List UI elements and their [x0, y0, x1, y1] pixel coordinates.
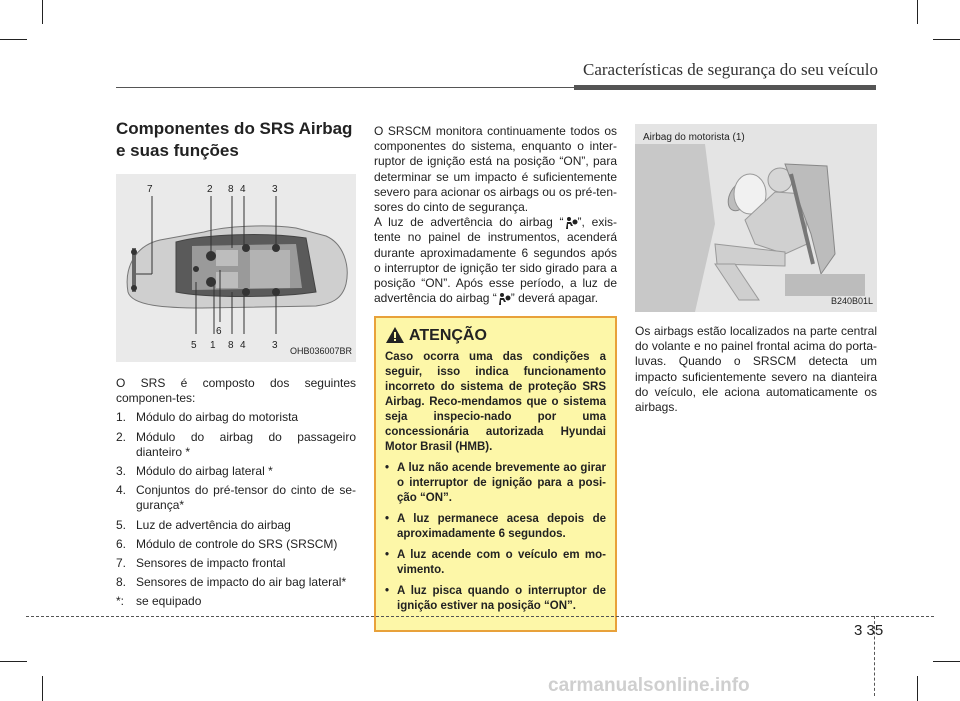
callout-label: 7 — [147, 184, 153, 195]
callout-label: 8 — [228, 340, 234, 351]
callout-label: 2 — [207, 184, 213, 195]
crop-mark — [917, 0, 918, 24]
list-item: *: se equipado — [116, 594, 202, 609]
callout-label: 3 — [272, 340, 278, 351]
callout-label: 3 — [272, 184, 278, 195]
airbag-warning-icon — [497, 292, 511, 306]
car-top-view-illustration — [116, 174, 356, 362]
crop-mark — [933, 39, 960, 40]
callout-label: 1 — [210, 340, 216, 351]
list-item: 5. Luz de advertência do airbag — [116, 517, 291, 532]
warning-triangle-icon — [385, 326, 405, 344]
column-right — [635, 124, 877, 415]
airbag-warning-icon — [564, 216, 578, 230]
paragraph-srscm: O SRSCM monitora continuamente todos os componentes do sistema, enquanto o inter-ruptor de ignição está na posição “ON”, para determinar se um impacto é suficientemente severo para acionar os airbags ou os pré-ten-sores do cinto de segurança. — [374, 124, 617, 215]
section-title: Componentes do SRS Airbag e suas funções — [116, 119, 353, 160]
column-middle — [374, 124, 617, 632]
list-item: 2. Módulo do airbag do passageiro dianteiro * — [116, 429, 356, 459]
warning-list — [385, 461, 606, 614]
warning-body: Caso ocorra uma das condições a seguir, isso indica funcionamento incorreto do sistema de proteção SRS Airbag. Reco-mendamos que o sistema seja inspecio-nado por uma concessionária autorizada Hyundai Motor Brasil (HMB). — [385, 351, 606, 454]
list-item: 7. Sensores de impacto frontal — [116, 556, 286, 571]
car-airbag-diagram — [116, 174, 356, 362]
paragraph-airbag-location: Os airbags estão localizados na parte central do volante e no painel frontal acima do porta-luvas. Quando o SRSCM detecta um impacto suficientemente severo na dianteira do veículo, ele aciona automaticamente os airbags. — [635, 324, 877, 415]
crop-mark — [0, 39, 27, 40]
warning-title: ATENÇÃO — [385, 326, 606, 344]
list-item: 6. Módulo de controle do SRS (SRSCM) — [116, 536, 338, 551]
figure-caption: Airbag do motorista (1) — [643, 132, 745, 143]
list-item: 8. Sensores de impacto do air bag lateral* — [116, 575, 347, 590]
paragraph-warning-light: A luz de advertência do airbag “ ”, exis-tente no painel de instrumentos, acenderá durante aproximadamente 6 segundos após o interruptor de ignição ter sido girado para a posição “ON”. Após esse período, a luz de advertência do airbag “ ” deverá apagar. — [374, 215, 618, 306]
page-number: 3 35 — [854, 622, 884, 639]
callout-label: 4 — [240, 340, 246, 351]
callout-label: 5 — [191, 340, 197, 351]
footer-rule — [26, 616, 934, 617]
header-bar — [574, 85, 876, 90]
warning-box — [374, 316, 617, 632]
warning-item: • A luz pisca quando o interruptor de ignição estiver na posição “ON”. — [385, 585, 606, 613]
crop-mark — [933, 661, 960, 662]
intro-text: O SRS é composto dos seguintes componen-tes: — [116, 376, 356, 406]
watermark: carmanualsonline.info — [548, 675, 750, 696]
crop-mark — [917, 676, 918, 701]
warning-item: • A luz acende com o veículo em mo-vimento. — [385, 549, 606, 577]
figure-code: B240B01L — [830, 295, 873, 306]
crop-mark — [42, 0, 43, 24]
chapter-title: Características de segurança do seu veículo — [582, 60, 878, 79]
callout-label: 4 — [240, 184, 246, 195]
warning-item: • A luz não acende brevemente ao girar o interruptor de ignição para a posi-ção “ON”. — [385, 462, 606, 505]
list-item: 1. Módulo do airbag do motorista — [116, 410, 299, 425]
callout-label: 8 — [228, 184, 234, 195]
warning-item: • A luz permanece acesa depois de aproximadamente 6 segundos. — [385, 513, 606, 541]
driver-airbag-illustration — [635, 124, 877, 312]
column-left — [116, 118, 356, 614]
crop-mark — [0, 661, 27, 662]
driver-airbag-figure — [635, 124, 877, 312]
list-item: 3. Módulo do airbag lateral * — [116, 464, 273, 479]
callout-label: 6 — [216, 326, 222, 337]
component-list — [116, 410, 356, 609]
figure-code: OHB036007BR — [289, 345, 352, 356]
list-item: 4. Conjuntos do pré-tensor do cinto de se-gurança* — [116, 483, 356, 513]
crop-mark — [42, 676, 43, 701]
